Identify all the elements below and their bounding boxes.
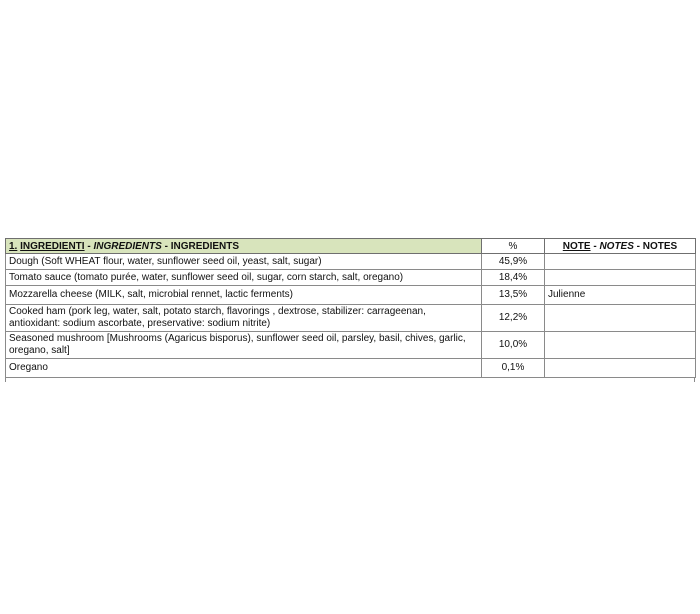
table-row — [6, 270, 696, 286]
note-cell — [545, 332, 696, 359]
ingredients-sheet — [5, 238, 695, 382]
percent-cell: 13,5% — [482, 286, 545, 305]
table-row — [6, 305, 696, 332]
ingredient-cell: Cooked ham (pork leg, water, salt, potato starch, flavorings , dextrose, stabilizer: carrageenan, antioxidant: sodium ascorbate, preservative: sodium nitrite) — [6, 305, 482, 332]
notes-header-english: NOTES — [642, 240, 678, 252]
header-row — [6, 239, 696, 254]
table-row — [6, 286, 696, 305]
percent-cell: 45,9% — [482, 254, 545, 270]
notes-header-english-italic: NOTES — [599, 240, 634, 252]
ingredients-header — [6, 239, 482, 254]
notes-header-italian: NOTE — [562, 240, 591, 252]
percent-cell: 10,0% — [482, 332, 545, 359]
ingredient-cell: Seasoned mushroom [Mushrooms (Agaricus bisporus), sunflower seed oil, parsley, basil, chives, garlic, oregano, salt] — [6, 332, 482, 359]
ingredients-header-english: INGREDIENTS — [170, 240, 240, 252]
note-cell — [545, 254, 696, 270]
notes-header — [545, 239, 696, 254]
note-cell: Julienne — [545, 286, 696, 305]
percent-cell: 0,1% — [482, 359, 545, 378]
ingredients-header-separator: - — [84, 240, 94, 252]
table-row — [6, 254, 696, 270]
ingredients-table — [5, 238, 696, 378]
table-row — [6, 359, 696, 378]
ingredients-header-number: 1. — [9, 240, 18, 252]
percent-cell: 12,2% — [482, 305, 545, 332]
note-cell — [545, 359, 696, 378]
ingredients-header-separator: - — [161, 240, 171, 252]
ingredient-cell: Dough (Soft WHEAT flour, water, sunflower seed oil, yeast, salt, sugar) — [6, 254, 482, 270]
percent-header: % — [482, 239, 545, 254]
notes-header-separator: - — [590, 240, 600, 252]
notes-header-separator: - — [633, 240, 643, 252]
ingredient-cell: Mozzarella cheese (MILK, salt, microbial rennet, lactic ferments) — [6, 286, 482, 305]
ingredients-header-english-italic: INGREDIENTS — [93, 240, 162, 252]
ingredient-cell: Tomato sauce (tomato purée, water, sunflower seed oil, sugar, corn starch, salt, oregano) — [6, 270, 482, 286]
percent-cell: 18,4% — [482, 270, 545, 286]
table-row — [6, 332, 696, 359]
note-cell — [545, 305, 696, 332]
ingredient-cell: Oregano — [6, 359, 482, 378]
table-trailing-gridlines — [5, 378, 695, 382]
ingredients-header-italian: INGREDIENTI — [20, 240, 85, 252]
note-cell — [545, 270, 696, 286]
